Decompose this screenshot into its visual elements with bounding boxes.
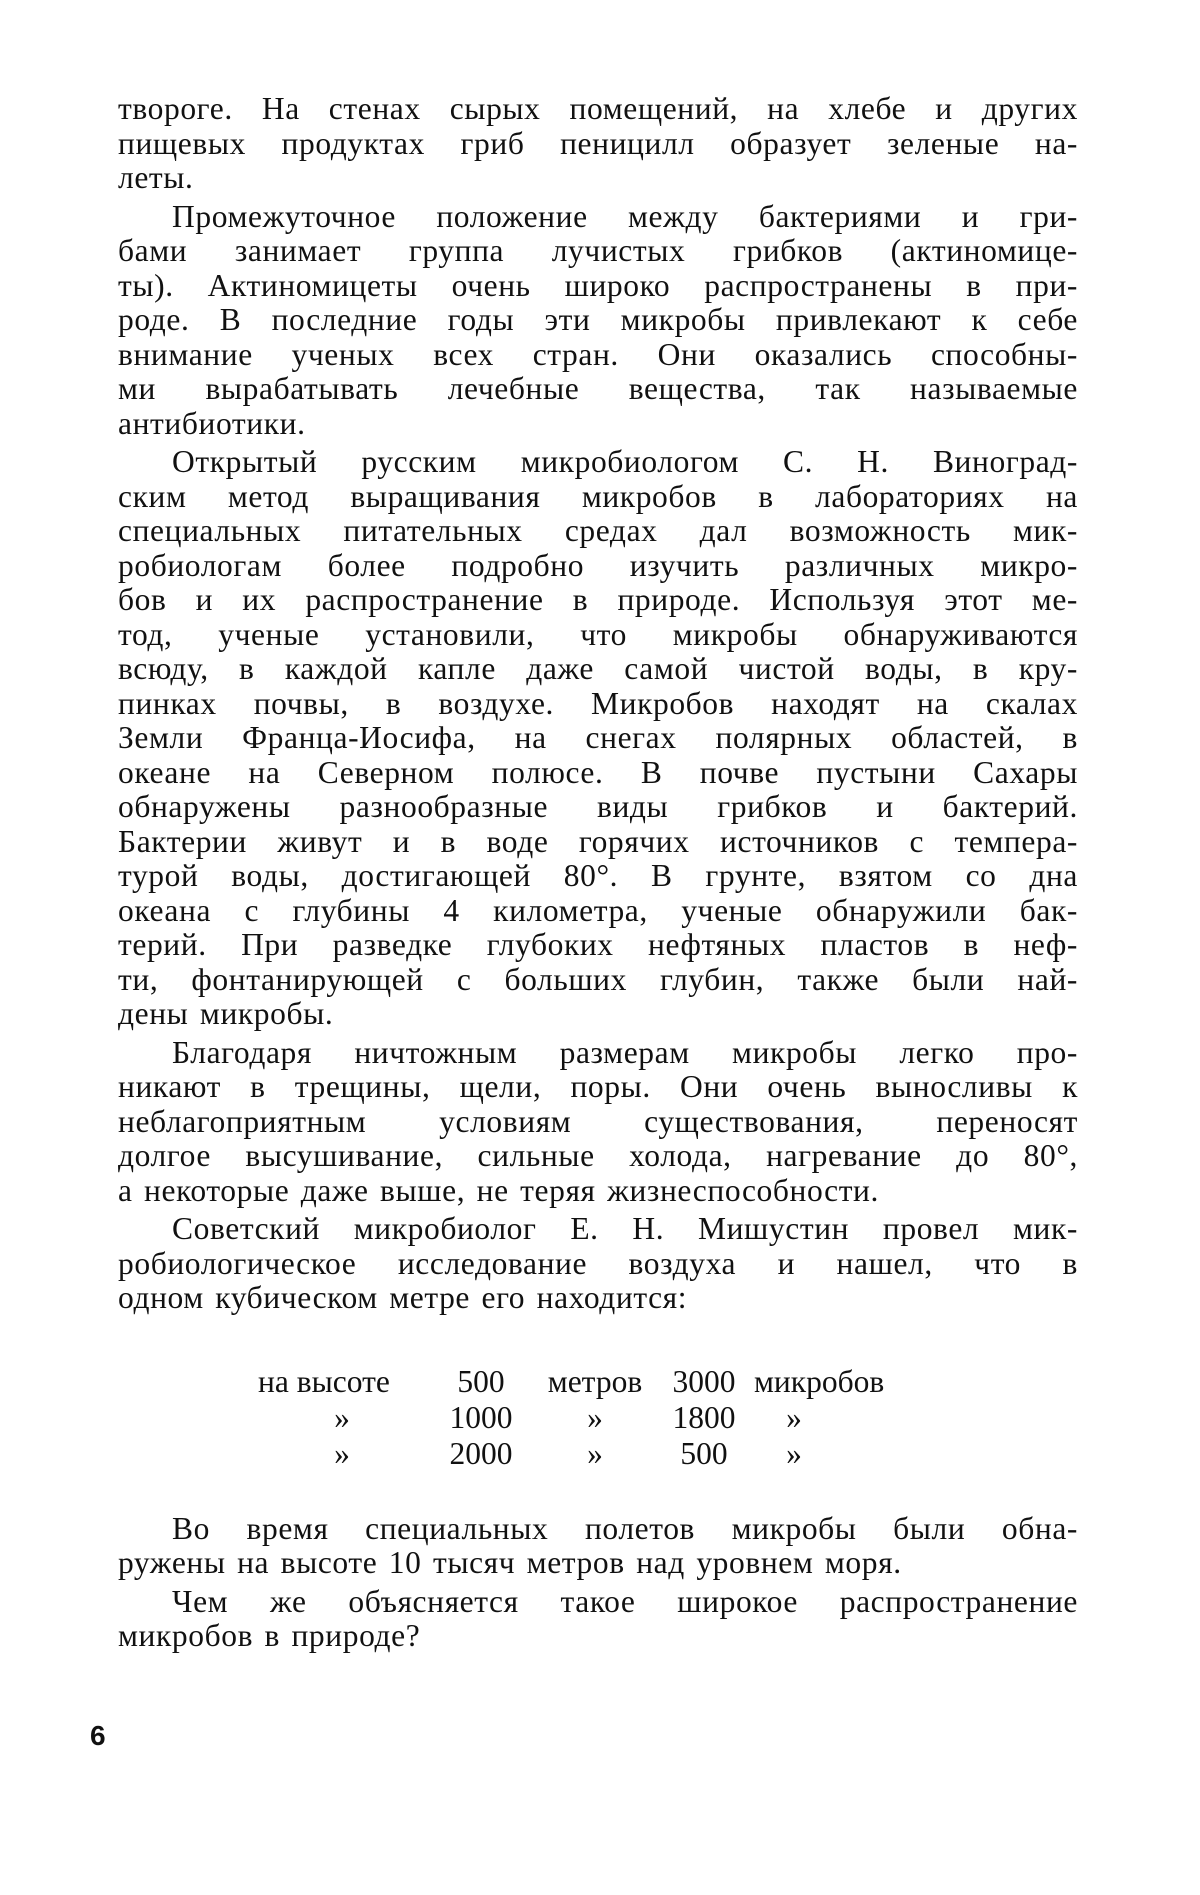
paragraph <box>118 445 1078 1032</box>
text-line: одном кубическом метре его находится: <box>118 1280 688 1315</box>
text-line: Во время специальных полетов микробы были обна- <box>172 1510 1078 1546</box>
table-cell-label: на высоте <box>258 1363 390 1399</box>
table-cell-unit: » <box>587 1399 603 1435</box>
text-line: микробов в природе? <box>118 1618 421 1653</box>
text-line: Бактерии живут и в воде горячих источников с темпера- <box>118 823 1078 859</box>
text-line: тод, ученые установили, что микробы обнаруживаются <box>118 616 1078 652</box>
text-line: океана с глубины 4 километра, ученые обнаружили бак- <box>118 892 1078 928</box>
altitude-table <box>258 1364 1078 1472</box>
text-line: пинках почвы, в воздухе. Микробов находят на скалах <box>118 685 1078 721</box>
page-body <box>118 92 1078 1658</box>
text-line: робиологическое исследование воздуха и нашел, что в <box>118 1245 1078 1281</box>
page-number: 6 <box>90 1720 106 1751</box>
paragraph <box>118 1512 1078 1581</box>
table-row <box>258 1436 1078 1472</box>
paragraph <box>118 1036 1078 1209</box>
table-cell-noun: » <box>786 1399 802 1435</box>
text-line: терий. При разведке глубоких нефтяных пластов в неф- <box>118 927 1078 962</box>
text-line: внимание ученых всех стран. Они оказались способны- <box>118 336 1078 372</box>
text-line: дены микробы. <box>118 996 334 1031</box>
paragraph <box>118 1212 1078 1316</box>
text-line: бами занимает группа лучистых грибков (актиномице- <box>118 233 1078 268</box>
text-line: всюду, в каждой капле даже самой чистой воды, в кру- <box>118 651 1078 686</box>
paragraph <box>118 200 1078 442</box>
text-line: ским метод выращивания микробов в лабораториях на <box>118 478 1078 514</box>
text-line: ты). Актиномицеты очень широко распространены в при- <box>118 267 1078 303</box>
table-row <box>258 1400 1078 1436</box>
table-cell-label: » <box>334 1435 350 1471</box>
text-line: роде. В последние годы эти микробы привлекают к себе <box>118 302 1078 337</box>
text-line: океане на Северном полюсе. В почве пустыни Сахары <box>118 754 1078 790</box>
table-cell-count: 3000 <box>672 1363 736 1399</box>
table-cell-height: 2000 <box>449 1435 513 1471</box>
text-line: никают в трещины, щели, поры. Они очень выносливы к <box>118 1069 1078 1104</box>
table-cell-height: 500 <box>457 1363 505 1399</box>
table-cell-noun: микробов <box>754 1363 885 1399</box>
text-line: обнаружены разнообразные виды грибков и бактерий. <box>118 789 1078 824</box>
table-cell-count: 1800 <box>672 1399 736 1435</box>
text-line: Земли Франца-Иосифа, на снегах полярных областей, в <box>118 720 1078 755</box>
text-line: Благодаря ничтожным размерам микробы легко про- <box>172 1034 1078 1070</box>
text-line: специальных питательных средах дал возможность мик- <box>118 513 1078 548</box>
text-line: Промежуточное положение между бактериями и гри- <box>172 198 1078 234</box>
text-line: Открытый русским микробиологом С. Н. Виноград- <box>172 444 1078 479</box>
text-before-table <box>118 92 1078 1316</box>
table-row <box>258 1364 1078 1400</box>
table-cell-count: 500 <box>680 1435 728 1471</box>
text-line: Чем же объясняется такое широкое распространение <box>172 1583 1078 1619</box>
text-line: неблагоприятным условиям существования, переносят <box>118 1103 1078 1139</box>
text-line: Советский микробиолог Е. Н. Мишустин провел мик- <box>172 1211 1078 1246</box>
text-line: пищевых продуктах гриб пеницилл образует зеленые на- <box>118 125 1078 161</box>
text-after-table <box>118 1512 1078 1654</box>
text-line: ми вырабатывать лечебные вещества, так называемые <box>118 371 1078 406</box>
text-line: долгое высушивание, сильные холода, нагревание до 80°, <box>118 1138 1078 1173</box>
table-cell-unit: метров <box>547 1363 643 1399</box>
paragraph <box>118 1585 1078 1654</box>
text-line: ти, фонтанирующей с больших глубин, также были най- <box>118 961 1078 997</box>
paragraph <box>118 92 1078 196</box>
text-line: турой воды, достигающей 80°. В грунте, взятом со дна <box>118 858 1078 893</box>
text-line: а некоторые даже выше, не теряя жизнеспособности. <box>118 1172 879 1208</box>
table-cell-noun: » <box>786 1435 802 1471</box>
text-line: робиологам более подробно изучить различных микро- <box>118 547 1078 583</box>
table-cell-height: 1000 <box>449 1399 513 1435</box>
table-cell-label: » <box>334 1399 350 1435</box>
text-line: твороге. На стенах сырых помещений, на хлебе и других <box>118 91 1078 126</box>
text-line: антибиотики. <box>118 405 306 441</box>
table-cell-unit: » <box>587 1435 603 1471</box>
text-line: бов и их распространение в природе. Используя этот ме- <box>118 582 1078 617</box>
text-line: ружены на высоте 10 тысяч метров над уровнем моря. <box>118 1545 902 1580</box>
text-line: леты. <box>118 160 194 195</box>
